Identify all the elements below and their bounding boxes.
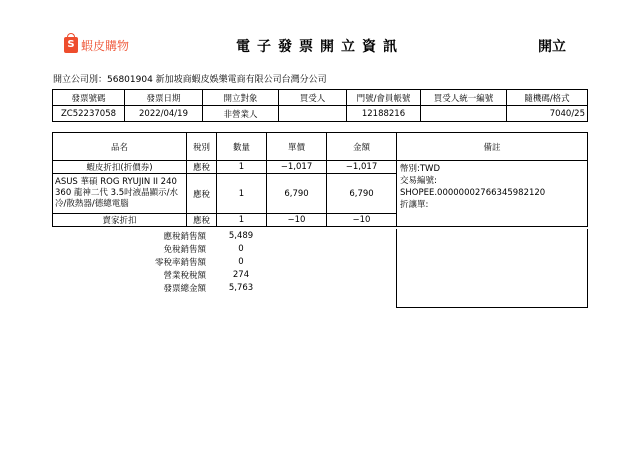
invoice-meta-table	[52, 89, 588, 122]
issue-status: 開立	[538, 39, 566, 55]
item-amount: −1,017	[327, 161, 397, 174]
meta-target: 非營業人	[203, 106, 279, 122]
item-tax: 應稅	[187, 161, 217, 174]
summary-block	[52, 229, 286, 294]
note-transaction-label: 交易編號:	[400, 176, 437, 186]
meta-header-row	[53, 90, 588, 106]
summary-row	[52, 229, 286, 242]
item-tax: 應稅	[187, 214, 217, 227]
meta-member: 12188216	[347, 106, 421, 122]
item-qty: 1	[217, 161, 267, 174]
items-header-tax: 稅別	[187, 133, 217, 161]
summary-label: 應稅銷售額	[163, 231, 206, 242]
summary-value: 274	[232, 269, 250, 280]
notes-frame	[396, 229, 588, 308]
summary-value: 0	[238, 243, 244, 254]
meta-header-buyer-tax-id: 買受人統一編號	[421, 90, 507, 106]
meta-header-invoice-no: 發票號碼	[53, 90, 125, 106]
shopping-bag-icon: S	[64, 37, 78, 53]
item-price: −1,017	[267, 161, 327, 174]
meta-invoice-no: ZC52237058	[53, 106, 125, 122]
meta-header-member: 門號/會員帳號	[347, 90, 421, 106]
summary-value: 5,489	[228, 230, 254, 241]
item-price: 6,790	[267, 174, 327, 214]
note-currency: 幣別:TWD	[400, 164, 441, 174]
item-name: ASUS 華碩 ROG RYUJIN II 240 360 龍神二代 3.5吋液晶顯示/水冷/散熱器/德總電腦	[53, 174, 187, 214]
summary-row	[52, 268, 286, 281]
items-header-amount: 金額	[327, 133, 397, 161]
item-qty: 1	[217, 214, 267, 227]
item-name: 賣家折扣	[53, 214, 187, 227]
meta-date: 2022/04/19	[125, 106, 203, 122]
summary-row	[52, 255, 286, 268]
items-header-row	[53, 133, 588, 161]
item-name: 蝦皮折扣(折價券)	[53, 161, 187, 174]
meta-buyer-tax-id	[421, 106, 507, 122]
table-row	[53, 161, 588, 174]
item-amount: 6,790	[327, 174, 397, 214]
meta-header-date: 發票日期	[125, 90, 203, 106]
note-transaction-id: SHOPEE.00000002766345982120	[400, 188, 546, 198]
summary-value: 5,763	[228, 282, 254, 293]
items-header-price: 單價	[267, 133, 327, 161]
item-qty: 1	[217, 174, 267, 214]
note-allowance: 折讓單:	[400, 200, 429, 210]
items-header-name: 品名	[53, 133, 187, 161]
meta-header-target: 開立對象	[203, 90, 279, 106]
meta-value-row	[53, 106, 588, 122]
meta-header-buyer: 買受人	[279, 90, 347, 106]
item-tax: 應稅	[187, 174, 217, 214]
summary-label: 免稅銷售額	[163, 244, 206, 255]
summary-row	[52, 242, 286, 255]
items-header-qty: 數量	[217, 133, 267, 161]
item-amount: −10	[327, 214, 397, 227]
items-header-notes: 備註	[397, 133, 588, 161]
summary-label: 零稅率銷售額	[154, 257, 206, 268]
page-title: 電子發票開立資訊	[236, 39, 404, 55]
meta-header-random-code: 隨機碼/格式	[507, 90, 588, 106]
summary-label: 營業稅稅額	[163, 270, 206, 281]
company-line: 開立公司別：56801904 新加坡商蝦皮娛樂電商有限公司台灣分公司	[53, 75, 327, 85]
summary-label: 發票總金額	[163, 283, 206, 294]
summary-value: 0	[238, 256, 244, 267]
notes-cell	[397, 161, 588, 227]
items-table	[52, 132, 588, 227]
item-price: −10	[267, 214, 327, 227]
logo-text: 蝦皮購物	[81, 38, 130, 53]
meta-buyer	[279, 106, 347, 122]
summary-row	[52, 281, 286, 294]
meta-random-code: 7040/25	[507, 106, 588, 122]
